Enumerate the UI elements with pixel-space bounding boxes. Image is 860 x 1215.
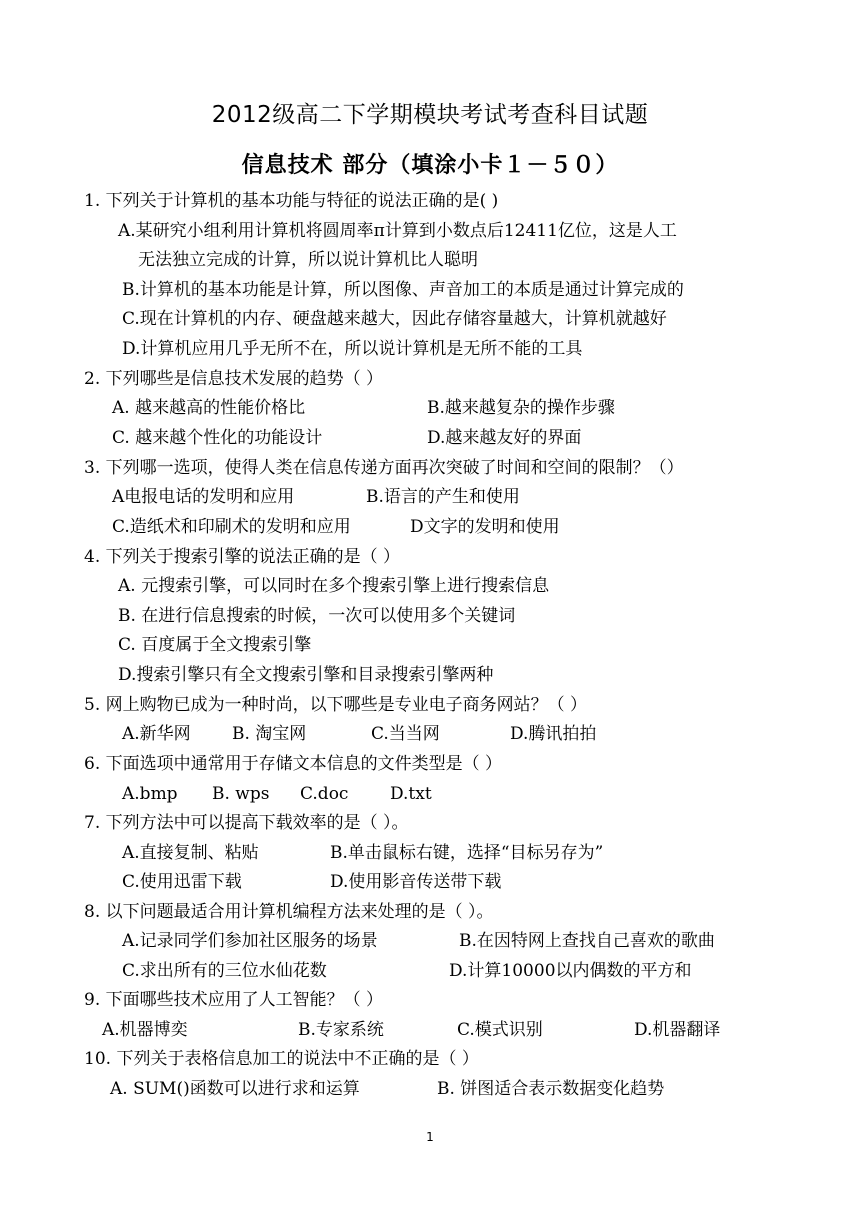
question-stem: 1. 下列关于计算机的基本功能与特征的说法正确的是( ) — [84, 191, 499, 211]
question-stem: 6. 下面选项中通常用于存储文本信息的文件类型是（ ） — [84, 754, 503, 774]
question-stem: 3. 下列哪一选项，使得人类在信息传递方面再次突破了时间和空间的限制？（） — [84, 458, 684, 478]
option-b: B.在因特网上查找自己喜欢的歌曲 — [459, 931, 715, 951]
option-a: A. 越来越高的性能价格比 — [112, 398, 306, 418]
option-d: D.机器翻译 — [634, 1020, 721, 1040]
option-d: D.搜索引擎只有全文搜索引擎和目录搜索引擎两种 — [118, 665, 494, 685]
option-c: C.现在计算机的内存、硬盘越来越大，因此存储容量越大，计算机就越好 — [122, 309, 667, 329]
question-stem: 10. 下列关于表格信息加工的说法中不正确的是（ ） — [84, 1049, 479, 1069]
option-b: B.专家系统 — [298, 1020, 384, 1040]
option-c: C.doc — [300, 784, 349, 804]
option-c: C.当当网 — [371, 724, 440, 744]
option-c: C.模式识别 — [457, 1020, 543, 1040]
option-b: B. 在进行信息搜索的时候，一次可以使用多个关键词 — [118, 606, 516, 626]
option-a: A.直接复制、粘贴 — [122, 843, 259, 863]
option-d: D.计算机应用几乎无所不在，所以说计算机是无所不能的工具 — [122, 339, 583, 359]
option-d: D.腾讯拍拍 — [510, 724, 597, 744]
option-b: B. 淘宝网 — [232, 724, 307, 744]
question-stem: 4. 下列关于搜索引擎的说法正确的是（ ） — [84, 547, 401, 567]
option-b: B. wps — [212, 784, 270, 804]
option-d: D.使用影音传送带下载 — [330, 872, 502, 892]
option-d: D.计算10000以内偶数的平方和 — [449, 961, 692, 981]
question-stem: 7. 下列方法中可以提高下载效率的是（ ）。 — [84, 813, 409, 833]
option-a: A.新华网 — [122, 724, 191, 744]
option-b: B.计算机的基本功能是计算，所以图像、声音加工的本质是通过计算完成的 — [122, 280, 684, 300]
option-c: C.求出所有的三位水仙花数 — [122, 961, 327, 981]
option-a: A.记录同学们参加社区服务的场景 — [122, 931, 378, 951]
option-b: B.语言的产生和使用 — [366, 487, 520, 507]
option-a: A.某研究小组利用计算机将圆周率π计算到小数点后12411亿位，这是人工 — [118, 221, 677, 241]
question-stem: 9. 下面哪些技术应用了人工智能？（ ） — [84, 990, 384, 1010]
option-b: B.单击鼠标右键，选择“目标另存为” — [330, 843, 604, 863]
option-d: D文字的发明和使用 — [410, 517, 560, 537]
option-a: A电报电话的发明和应用 — [112, 487, 295, 507]
option-a: A. SUM()函数可以进行求和运算 — [110, 1079, 360, 1099]
question-stem: 2. 下列哪些是信息技术发展的趋势（ ） — [84, 369, 384, 389]
option-a-continued: 无法独立完成的计算，所以说计算机比人聪明 — [138, 250, 478, 270]
option-c: C. 百度属于全文搜索引擎 — [118, 635, 312, 655]
option-c: C. 越来越个性化的功能设计 — [112, 428, 323, 448]
option-d: D.越来越友好的界面 — [427, 428, 582, 448]
page-number: 1 — [426, 1130, 434, 1144]
option-a: A. 元搜索引擎，可以同时在多个搜索引擎上进行搜索信息 — [118, 576, 550, 596]
option-b: B.越来越复杂的操作步骤 — [427, 398, 615, 418]
page-subtitle: 信息技术 部分（填涂小卡１－５０） — [241, 153, 619, 178]
question-stem: 8. 以下问题最适合用计算机编程方法来处理的是（ ）。 — [84, 902, 494, 922]
option-d: D.txt — [390, 784, 432, 804]
option-b: B. 饼图适合表示数据变化趋势 — [437, 1079, 665, 1099]
option-a: A.机器博奕 — [102, 1020, 188, 1040]
page-title: 2012级高二下学期模块考试考查科目试题 — [211, 102, 649, 128]
option-a: A.bmp — [122, 784, 178, 804]
option-c: C.使用迅雷下载 — [122, 872, 242, 892]
option-c: C.造纸术和印刷术的发明和应用 — [112, 517, 351, 537]
question-stem: 5. 网上购物已成为一种时尚，以下哪些是专业电子商务网站？（ ） — [84, 695, 588, 715]
